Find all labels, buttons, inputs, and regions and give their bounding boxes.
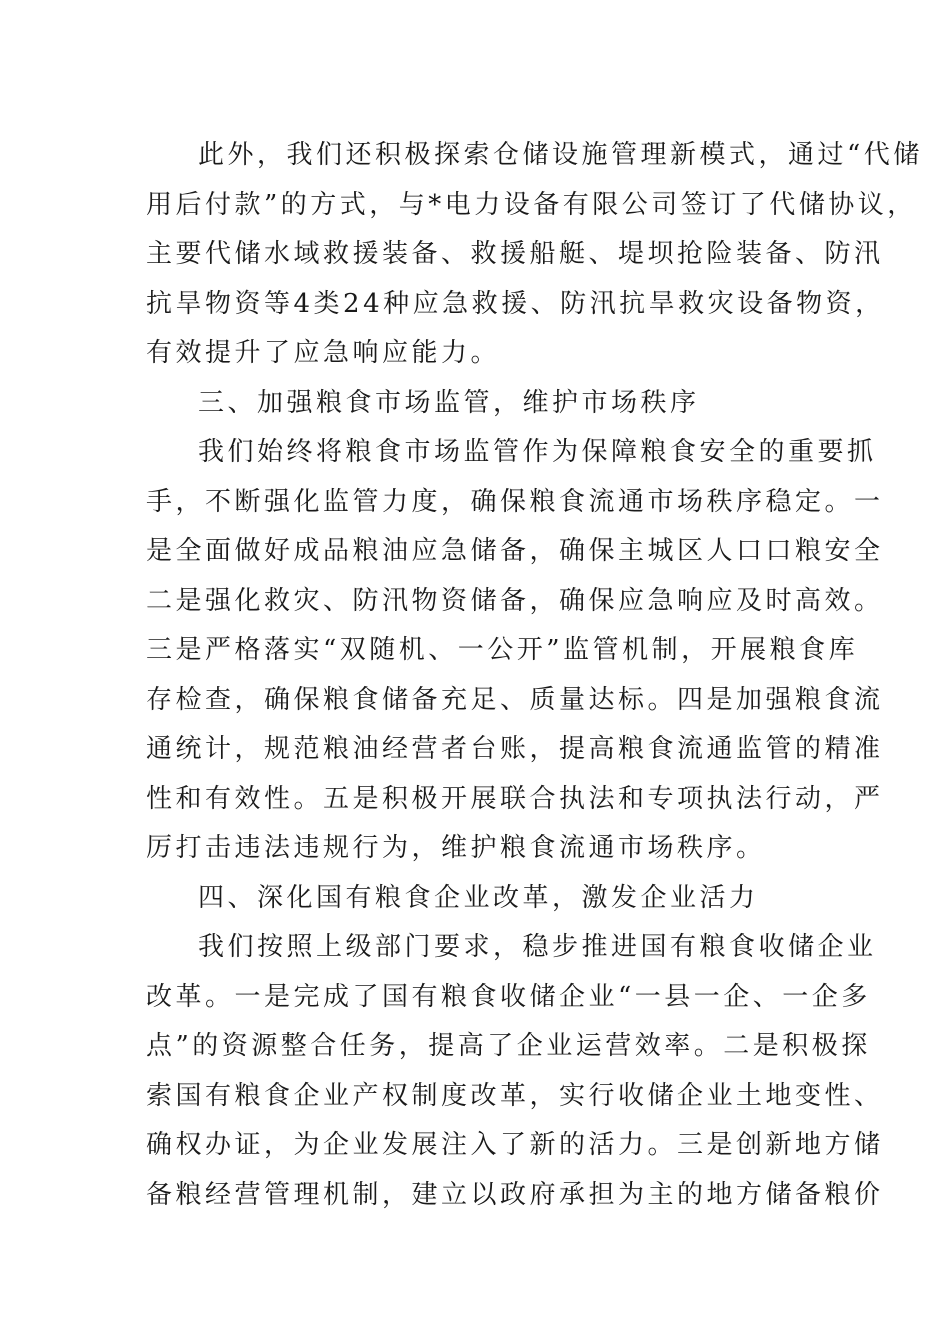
heading-line: 三、加强粮食市场监管，维护市场秩序 xyxy=(198,387,700,418)
text-line: 手，不断强化监管力度，确保粮食流通市场秩序稳定。一 xyxy=(146,486,884,517)
paragraph-market-supervision xyxy=(146,428,884,874)
heading-line: 四、深化国有粮食企业改革，激发企业活力 xyxy=(198,882,759,913)
document-body xyxy=(146,131,923,1220)
text-line: 我们按照上级部门要求，稳步推进国有粮食收储企业 xyxy=(198,932,877,962)
text-line: 存检查，确保粮食储备充足、质量达标。四是加强粮食流 xyxy=(146,684,884,715)
text-line: 性和有效性。五是积极开展联合执法和专项执法行动，严 xyxy=(146,783,884,814)
text-line: 二是强化救灾、防汛物资储备，确保应急响应及时高效。 xyxy=(146,585,884,616)
text-line: 此外，我们还积极探索仓储设施管理新模式，通过“代储 xyxy=(198,140,923,170)
text-line: 三是严格落实“双随机、一公开”监管机制，开展粮食库 xyxy=(146,635,859,665)
text-line: 用后付款”的方式，与*电力设备有限公司签订了代储协议， xyxy=(146,189,917,220)
paragraph-storage-mode xyxy=(146,131,923,379)
text-line: 有效提升了应急响应能力。 xyxy=(146,338,501,368)
text-line: 点”的资源整合任务，提高了企业运营效率。二是积极探 xyxy=(146,1031,871,1061)
text-line: 备粮经营管理机制，建立以政府承担为主的地方储备粮价 xyxy=(146,1179,884,1210)
text-line: 主要代储水域救援装备、救援船艇、堤坝抢险装备、防汛 xyxy=(146,239,884,269)
text-line: 我们始终将粮食市场监管作为保障粮食安全的重要抓 xyxy=(198,437,877,467)
text-line: 抗旱物资等4类24种应急救援、防汛抗旱救灾设备物资， xyxy=(146,288,885,319)
text-line: 确权办证，为企业发展注入了新的活力。三是创新地方储 xyxy=(146,1130,884,1160)
text-line: 索国有粮食企业产权制度改革，实行收储企业土地变性、 xyxy=(146,1080,884,1111)
text-line: 通统计，规范粮油经营者台账，提高粮食流通监管的精准 xyxy=(146,734,884,764)
section-heading-market-supervision xyxy=(146,379,806,429)
paragraph-enterprise-reform xyxy=(146,923,884,1220)
text-line: 改革。一是完成了国有粮食收储企业“一县一企、一企多 xyxy=(146,981,871,1012)
text-line: 厉打击违法违规行为，维护粮食流通市场秩序。 xyxy=(146,833,766,863)
section-heading-enterprise-reform xyxy=(146,874,806,924)
text-line: 是全面做好成品粮油应急储备，确保主城区人口口粮安全 xyxy=(146,536,884,566)
